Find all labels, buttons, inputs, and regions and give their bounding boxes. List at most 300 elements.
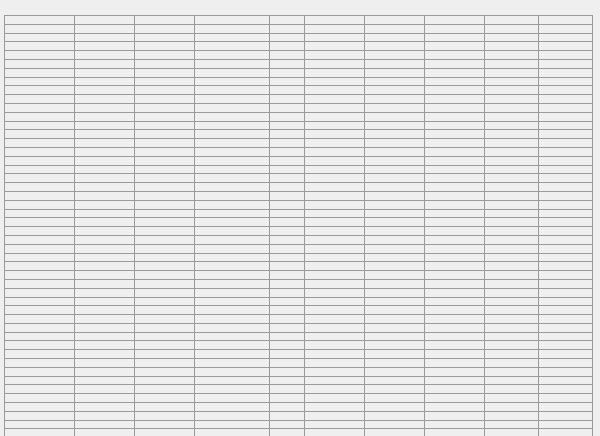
table-row [5, 341, 593, 350]
table-cell [195, 288, 270, 297]
table-row [5, 130, 593, 139]
table-cell [135, 394, 195, 403]
table-cell [135, 323, 195, 332]
table-row [5, 121, 593, 130]
table-cell [195, 332, 270, 341]
table-cell [365, 350, 425, 359]
table-cell [75, 68, 135, 77]
table-row [5, 139, 593, 148]
table-cell [75, 306, 135, 315]
table-cell [195, 183, 270, 192]
table-cell [539, 77, 593, 86]
table-cell [75, 130, 135, 139]
table-cell [425, 403, 485, 412]
table-cell [195, 209, 270, 218]
table-cell [135, 174, 195, 183]
table-cell [365, 394, 425, 403]
table-cell [425, 411, 485, 420]
table-cell [305, 139, 365, 148]
table-cell [305, 306, 365, 315]
table-cell [305, 174, 365, 183]
table-cell [270, 394, 305, 403]
table-row [5, 68, 593, 77]
table-row [5, 288, 593, 297]
table-cell [270, 42, 305, 51]
table-cell [270, 59, 305, 68]
table-cell [539, 235, 593, 244]
table-cell [485, 262, 539, 271]
table-cell [539, 411, 593, 420]
table-cell [270, 33, 305, 42]
table-cell [75, 147, 135, 156]
table-cell [425, 235, 485, 244]
table-cell [75, 323, 135, 332]
table-cell [365, 77, 425, 86]
table-cell [135, 191, 195, 200]
table-cell [270, 24, 305, 33]
table-cell [195, 218, 270, 227]
table-cell [270, 244, 305, 253]
table-cell [365, 130, 425, 139]
table-cell [485, 77, 539, 86]
table-cell [195, 279, 270, 288]
table-cell [5, 130, 75, 139]
table-cell [485, 130, 539, 139]
table-cell [270, 350, 305, 359]
table-cell [365, 367, 425, 376]
table-cell [425, 174, 485, 183]
table-cell [270, 306, 305, 315]
table-cell [539, 156, 593, 165]
table-cell [270, 200, 305, 209]
table-cell [425, 288, 485, 297]
table-cell [425, 191, 485, 200]
table-cell [75, 86, 135, 95]
table-row [5, 103, 593, 112]
table-cell [539, 191, 593, 200]
table-cell [365, 385, 425, 394]
table-cell [270, 139, 305, 148]
table-cell [270, 253, 305, 262]
table-cell [5, 51, 75, 60]
table-cell [75, 218, 135, 227]
table-cell [195, 121, 270, 130]
table-row [5, 332, 593, 341]
table-cell [135, 403, 195, 412]
table-cell [135, 315, 195, 324]
table-cell [425, 271, 485, 280]
table-cell [195, 156, 270, 165]
table-row [5, 253, 593, 262]
table-cell [485, 288, 539, 297]
table-cell [425, 86, 485, 95]
table-cell [195, 200, 270, 209]
table-cell [539, 95, 593, 104]
table-cell [305, 394, 365, 403]
table-cell [365, 244, 425, 253]
table-cell [425, 68, 485, 77]
table-cell [135, 227, 195, 236]
table-row [5, 95, 593, 104]
table-cell [270, 376, 305, 385]
table-cell [270, 51, 305, 60]
table-row [5, 403, 593, 412]
table-cell [425, 350, 485, 359]
table-row [5, 174, 593, 183]
table-row [5, 59, 593, 68]
table-cell [305, 297, 365, 306]
table-cell [485, 42, 539, 51]
table-cell [425, 367, 485, 376]
table-cell [485, 341, 539, 350]
table-cell [75, 183, 135, 192]
table-cell [539, 403, 593, 412]
table-cell [75, 253, 135, 262]
table-cell [135, 68, 195, 77]
table-cell [5, 77, 75, 86]
table-cell [425, 103, 485, 112]
table-cell [135, 59, 195, 68]
table-cell [75, 165, 135, 174]
table-cell [485, 147, 539, 156]
table-cell [539, 112, 593, 121]
table-cell [539, 103, 593, 112]
table-cell [5, 174, 75, 183]
table-cell [539, 279, 593, 288]
table-cell [5, 147, 75, 156]
table-cell [485, 315, 539, 324]
table-cell [195, 165, 270, 174]
table-cell [365, 279, 425, 288]
table-cell [195, 86, 270, 95]
table-cell [425, 394, 485, 403]
table-cell [305, 165, 365, 174]
table-cell [425, 95, 485, 104]
table-cell [365, 271, 425, 280]
table-cell [539, 253, 593, 262]
table-row [5, 200, 593, 209]
table-cell [5, 59, 75, 68]
table-cell [485, 271, 539, 280]
table-row [5, 262, 593, 271]
table-cell [305, 403, 365, 412]
table-cell [5, 244, 75, 253]
table-cell [485, 51, 539, 60]
table-cell [365, 24, 425, 33]
table-cell [305, 359, 365, 368]
table-cell [5, 323, 75, 332]
table-cell [539, 315, 593, 324]
table-cell [305, 367, 365, 376]
table-cell [305, 288, 365, 297]
table-cell [135, 51, 195, 60]
table-cell [305, 262, 365, 271]
table-row [5, 147, 593, 156]
table-cell [305, 227, 365, 236]
table-cell [135, 359, 195, 368]
table-cell [425, 323, 485, 332]
table-cell [539, 16, 593, 25]
table-cell [539, 121, 593, 130]
table-cell [270, 86, 305, 95]
table-cell [539, 244, 593, 253]
table-cell [195, 367, 270, 376]
table-cell [425, 306, 485, 315]
table-row [5, 367, 593, 376]
table-cell [365, 376, 425, 385]
table-cell [75, 411, 135, 420]
table-cell [75, 367, 135, 376]
table-cell [135, 306, 195, 315]
table-cell [365, 288, 425, 297]
table-cell [195, 130, 270, 139]
table-cell [425, 77, 485, 86]
table-cell [425, 156, 485, 165]
table-cell [270, 183, 305, 192]
table-cell [5, 16, 75, 25]
table-cell [5, 403, 75, 412]
table-cell [485, 16, 539, 25]
table-cell [305, 24, 365, 33]
table-cell [195, 227, 270, 236]
table-cell [5, 288, 75, 297]
table-cell [270, 191, 305, 200]
table-cell [485, 403, 539, 412]
table-cell [5, 103, 75, 112]
table-cell [135, 385, 195, 394]
table-cell [425, 130, 485, 139]
table-row [5, 315, 593, 324]
table-cell [365, 16, 425, 25]
table-cell [425, 33, 485, 42]
table-cell [539, 306, 593, 315]
table-cell [539, 341, 593, 350]
table-cell [5, 139, 75, 148]
table-cell [485, 103, 539, 112]
table-cell [305, 191, 365, 200]
page-header [0, 0, 600, 15]
table-cell [5, 394, 75, 403]
table-cell [75, 288, 135, 297]
table-cell [135, 42, 195, 51]
table-cell [5, 367, 75, 376]
table-cell [135, 183, 195, 192]
table-cell [485, 200, 539, 209]
table-cell [425, 42, 485, 51]
table-cell [485, 411, 539, 420]
table-cell [365, 218, 425, 227]
table-cell [135, 332, 195, 341]
table-cell [195, 315, 270, 324]
table-cell [135, 279, 195, 288]
table-cell [270, 121, 305, 130]
table-cell [195, 191, 270, 200]
table-cell [425, 165, 485, 174]
table-cell [195, 147, 270, 156]
table-cell [425, 262, 485, 271]
table-cell [135, 341, 195, 350]
data-table-body [5, 16, 593, 436]
table-cell [135, 165, 195, 174]
table-cell [485, 209, 539, 218]
table-cell [425, 59, 485, 68]
table-cell [305, 209, 365, 218]
table-cell [270, 411, 305, 420]
table-row [5, 24, 593, 33]
table-row [5, 16, 593, 25]
table-cell [75, 209, 135, 218]
table-cell [539, 165, 593, 174]
table-cell [425, 253, 485, 262]
table-row [5, 77, 593, 86]
table-cell [270, 77, 305, 86]
table-cell [539, 33, 593, 42]
table-cell [75, 376, 135, 385]
table-cell [195, 350, 270, 359]
table-cell [75, 227, 135, 236]
table-cell [305, 376, 365, 385]
table-cell [135, 411, 195, 420]
table-cell [195, 394, 270, 403]
table-cell [539, 262, 593, 271]
table-cell [305, 271, 365, 280]
table-cell [485, 376, 539, 385]
table-row [5, 218, 593, 227]
data-table [4, 15, 593, 436]
table-cell [305, 59, 365, 68]
table-cell [365, 341, 425, 350]
table-cell [195, 42, 270, 51]
table-cell [425, 297, 485, 306]
table-cell [539, 350, 593, 359]
table-cell [270, 68, 305, 77]
table-cell [195, 323, 270, 332]
table-row [5, 165, 593, 174]
table-row [5, 227, 593, 236]
table-cell [75, 51, 135, 60]
table-cell [195, 271, 270, 280]
table-cell [75, 156, 135, 165]
table-cell [425, 332, 485, 341]
table-cell [135, 33, 195, 42]
table-cell [270, 297, 305, 306]
table-cell [539, 68, 593, 77]
table-cell [365, 121, 425, 130]
table-cell [5, 279, 75, 288]
table-cell [305, 33, 365, 42]
table-row [5, 42, 593, 51]
table-cell [305, 95, 365, 104]
table-cell [485, 323, 539, 332]
table-cell [365, 235, 425, 244]
table-cell [5, 218, 75, 227]
table-cell [5, 165, 75, 174]
table-cell [270, 174, 305, 183]
table-cell [270, 156, 305, 165]
table-cell [195, 403, 270, 412]
table-cell [195, 376, 270, 385]
table-cell [365, 68, 425, 77]
table-cell [365, 42, 425, 51]
table-cell [75, 359, 135, 368]
table-cell [5, 191, 75, 200]
table-cell [195, 112, 270, 121]
table-cell [365, 174, 425, 183]
table-cell [5, 86, 75, 95]
table-cell [539, 130, 593, 139]
table-cell [485, 359, 539, 368]
table-cell [485, 279, 539, 288]
table-cell [270, 16, 305, 25]
table-cell [305, 332, 365, 341]
table-cell [305, 323, 365, 332]
table-cell [135, 112, 195, 121]
table-cell [425, 359, 485, 368]
table-cell [305, 350, 365, 359]
table-cell [195, 16, 270, 25]
table-cell [75, 350, 135, 359]
table-cell [75, 315, 135, 324]
table-cell [425, 341, 485, 350]
table-cell [539, 86, 593, 95]
table-cell [485, 244, 539, 253]
table-cell [305, 279, 365, 288]
table-cell [485, 218, 539, 227]
table-row [5, 51, 593, 60]
table-cell [75, 385, 135, 394]
table-cell [539, 376, 593, 385]
table-cell [485, 227, 539, 236]
table-cell [305, 183, 365, 192]
table-cell [425, 200, 485, 209]
table-cell [5, 253, 75, 262]
table-cell [485, 95, 539, 104]
table-cell [365, 156, 425, 165]
table-cell [5, 68, 75, 77]
table-cell [485, 332, 539, 341]
table-cell [305, 130, 365, 139]
table-cell [270, 227, 305, 236]
table-cell [539, 332, 593, 341]
page-footer [0, 422, 600, 436]
table-cell [75, 297, 135, 306]
table-cell [75, 16, 135, 25]
table-cell [305, 385, 365, 394]
table-cell [195, 244, 270, 253]
table-cell [305, 16, 365, 25]
table-cell [539, 59, 593, 68]
table-cell [425, 51, 485, 60]
table-row [5, 323, 593, 332]
table-cell [485, 174, 539, 183]
table-cell [135, 121, 195, 130]
table-cell [135, 139, 195, 148]
table-cell [195, 24, 270, 33]
table-cell [135, 77, 195, 86]
table-cell [270, 130, 305, 139]
table-cell [485, 59, 539, 68]
table-cell [485, 183, 539, 192]
table-cell [5, 33, 75, 42]
table-cell [135, 103, 195, 112]
table-cell [539, 359, 593, 368]
table-cell [5, 297, 75, 306]
table-cell [270, 315, 305, 324]
table-cell [75, 33, 135, 42]
table-cell [365, 297, 425, 306]
table-row [5, 209, 593, 218]
table-cell [270, 218, 305, 227]
